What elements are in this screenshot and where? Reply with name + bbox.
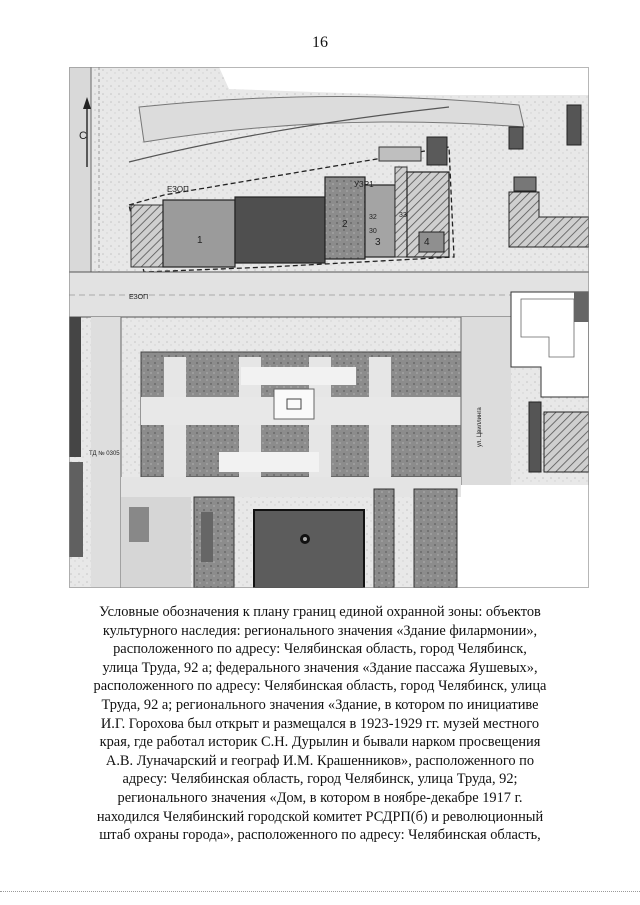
parcel-1-label: 1 [197,235,203,246]
caption-line: регионального значения «Дом, в котором в ноябре-декабре 1917 г. [117,789,523,806]
zone-label-2: УЗР1 [354,180,374,189]
lower-large-building [254,510,364,588]
survey-point-label: ТД № 0305 [89,451,120,457]
caption-line: А.В. Луначарский и географ И.М. Крашенников», расположенного по [105,752,535,769]
caption-line: Условные обозначения к плану границ единой охранной зоны: объектов [99,604,541,620]
hatched-zone-left [131,205,163,267]
caption-line: находился Челябинский городской комитет РСДРП(б) и революционный [96,808,544,825]
point-30-label: 30 [369,228,377,235]
point-32-label: 32 [369,214,377,221]
caption-line: адресу: Челябинская область, город Челябинск, улица Труда, 92; [122,771,518,788]
monument-square [274,389,314,419]
page-number: 16 [312,34,328,51]
parcel-4-label: 4 [424,237,430,248]
street-label: ул. Цвиллинга [477,407,483,447]
caption-line: расположенного по адресу: Челябинская область, город Челябинск, [113,641,527,658]
parcel-1 [163,200,235,267]
caption-line: Труда, 92 а; регионального значения «Здание, в котором по инициативе [101,696,539,713]
zone-label-3: ЕЗОП [129,294,149,301]
caption-line: штаб охраны города», расположенного по адресу: Челябинская область, [99,827,541,844]
parcel-3-label: 3 [375,237,381,248]
caption-line: культурного наследия: регионального значения «Здание филармонии», [102,622,538,639]
parcel-2 [325,177,365,259]
protection-zone-map [69,67,589,588]
parcel-dark [235,197,325,263]
right-blank-area [457,485,589,588]
caption-line: края, где работал историк С.Н. Дурылин и бывали нарком просвещения [99,734,541,751]
legend-caption [58,603,582,845]
caption-line: И.Г. Горохова был открыт и размещался в 1923-1929 гг. музей местного [100,715,540,732]
page-bottom-divider [0,891,640,892]
parcel-2-label: 2 [342,219,348,230]
point-33-label: 33 [399,212,407,219]
caption-line: расположенного по адресу: Челябинская область, город Челябинск, улица [93,678,547,695]
zone-label-1: ЕЗОП [167,185,189,194]
caption-line: улица Труда, 92 а; федерального значения «Здание пассажа Яушевых», [102,659,538,676]
north-arrow-label: С [79,130,87,142]
